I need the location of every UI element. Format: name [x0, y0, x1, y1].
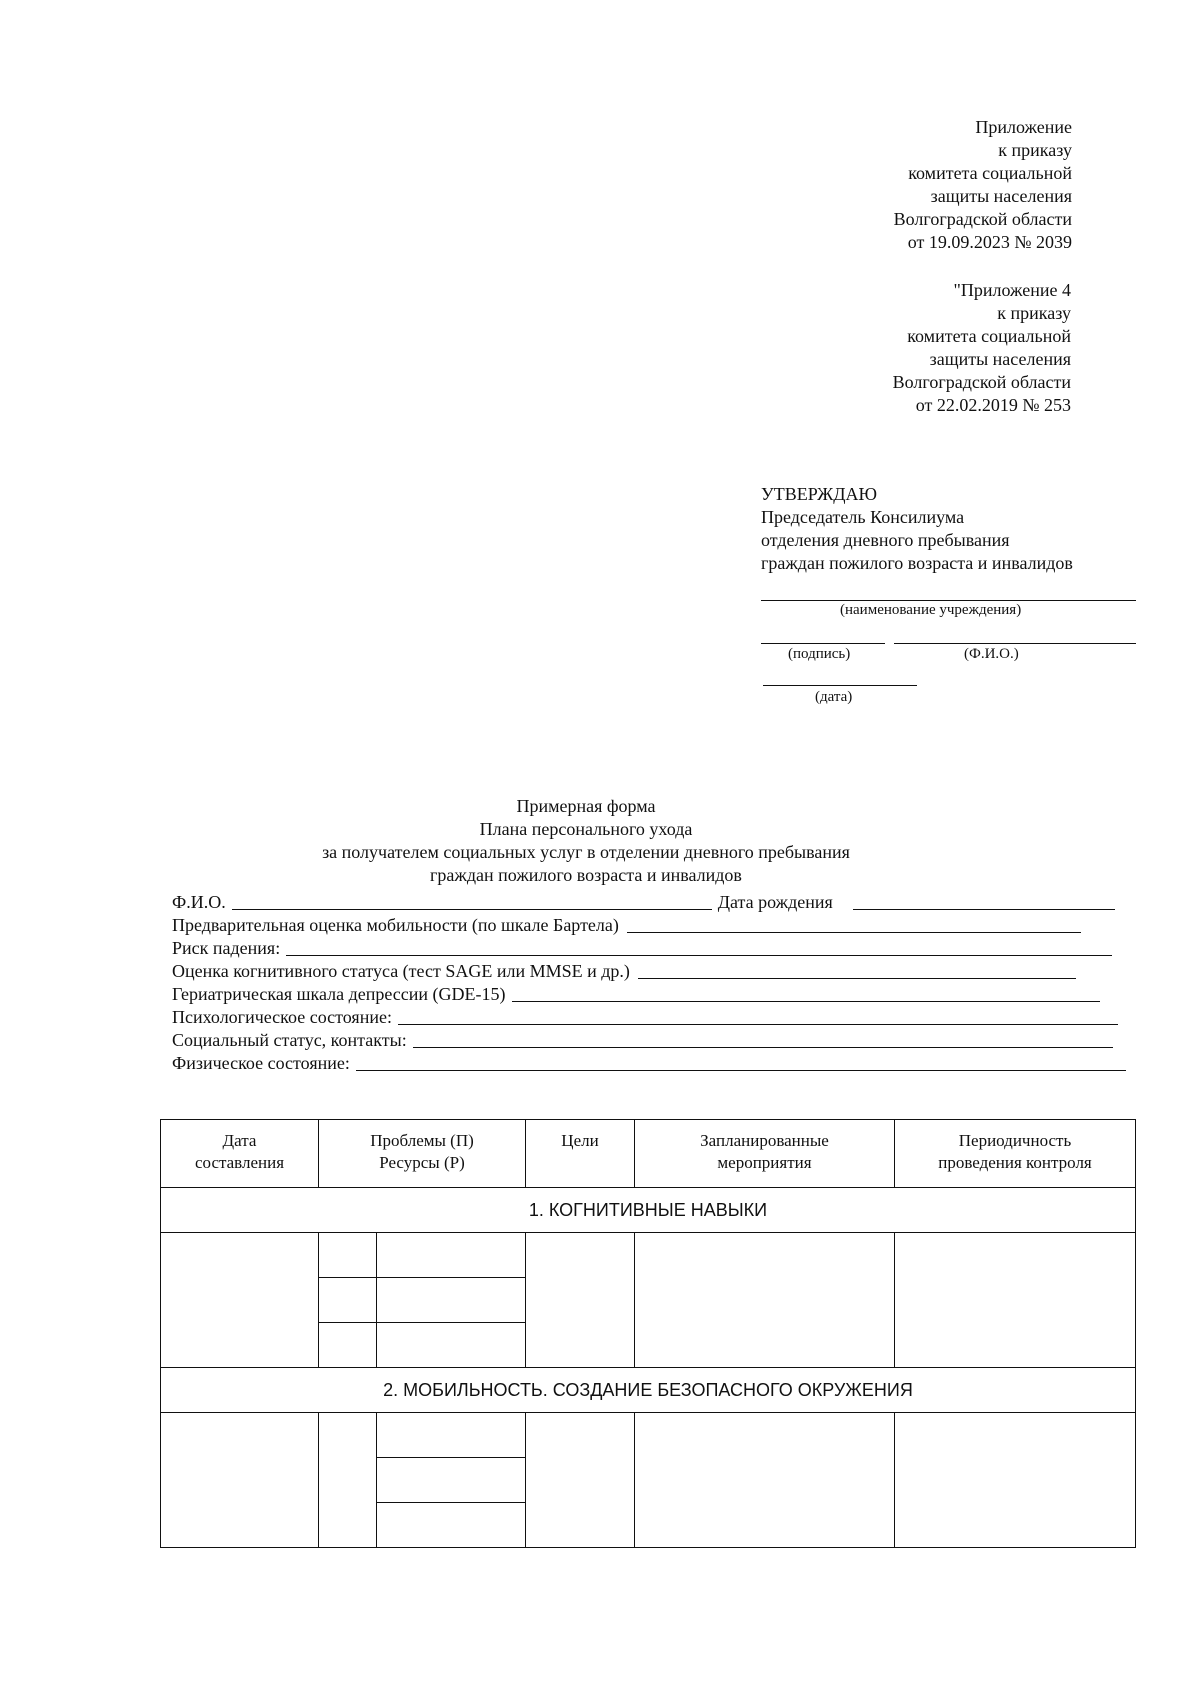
goals-cell[interactable]	[526, 1233, 635, 1368]
approval-line: граждан пожилого возраста и инвалидов	[761, 553, 1073, 573]
physical-line[interactable]	[356, 1070, 1126, 1071]
activities-cell[interactable]	[635, 1233, 895, 1368]
table-row	[161, 1413, 1136, 1548]
header-control: Периодичность проведения контроля	[895, 1120, 1136, 1188]
cognitive-label: Оценка когнитивного статуса (тест SAGE или MMSE и др.)	[172, 961, 630, 981]
appendix-line: комитета социальной	[907, 326, 1071, 346]
goals-cell[interactable]	[526, 1413, 635, 1548]
signature-caption: (подпись)	[788, 646, 851, 662]
date-cell[interactable]	[161, 1233, 319, 1368]
date-cell[interactable]	[161, 1413, 319, 1548]
fio-field[interactable]	[172, 890, 1115, 913]
approval-line: Председатель Консилиума	[761, 507, 965, 527]
depression-label: Гериатрическая шкала депрессии (GDE-15)	[172, 984, 506, 1004]
activities-cell[interactable]	[635, 1413, 895, 1548]
pr-marker-cell	[319, 1233, 377, 1368]
appendix-line: Волгоградской области	[893, 209, 1072, 229]
mobility-field[interactable]	[172, 913, 1081, 936]
appendix-line: к приказу	[998, 140, 1072, 160]
appendix-line: комитета социальной	[908, 163, 1072, 183]
depression-line[interactable]	[512, 1001, 1100, 1002]
appendix-line: "Приложение 4	[953, 280, 1071, 300]
physical-field[interactable]	[172, 1051, 1126, 1074]
institution-caption: (наименование учреждения)	[840, 602, 1022, 618]
date-line	[763, 685, 917, 686]
problem-cell	[377, 1413, 526, 1548]
problem-sub[interactable]	[377, 1323, 525, 1367]
date-caption: (дата)	[815, 689, 853, 705]
table-header-row	[161, 1120, 1136, 1188]
section-cognitive-title: 1. КОГНИТИВНЫЕ НАВЫКИ	[161, 1188, 1136, 1233]
control-cell[interactable]	[895, 1413, 1136, 1548]
appendix-line: Волгоградской области	[892, 372, 1071, 392]
appendix-line: защиты населения	[930, 186, 1072, 206]
approval-block	[761, 483, 1073, 575]
name-line	[894, 643, 1136, 644]
problem-sub[interactable]	[377, 1458, 525, 1503]
approval-heading: УТВЕРЖДАЮ	[761, 484, 878, 504]
problem-sub[interactable]	[377, 1278, 525, 1323]
section-mobility-title: 2. МОБИЛЬНОСТЬ. СОЗДАНИЕ БЕЗОПАСНОГО ОКРУЖЕНИЯ	[161, 1368, 1136, 1413]
cognitive-field[interactable]	[172, 959, 1076, 982]
problem-cell	[377, 1233, 526, 1368]
header-problems: Проблемы (П) Ресурсы (Р)	[319, 1120, 526, 1188]
problem-sub[interactable]	[377, 1233, 525, 1278]
header-activities: Запланированные мероприятия	[635, 1120, 895, 1188]
physical-label: Физическое состояние:	[172, 1053, 350, 1073]
name-caption: (Ф.И.О.)	[964, 646, 1019, 662]
appendix-line: Приложение	[975, 117, 1072, 137]
depression-field[interactable]	[172, 982, 1100, 1005]
signature-line	[761, 643, 885, 644]
care-plan-table	[160, 1119, 1136, 1548]
appendix-date-number: от 19.09.2023 № 2039	[907, 232, 1072, 252]
problem-sub[interactable]	[377, 1503, 525, 1547]
institution-line	[761, 600, 1136, 601]
control-cell[interactable]	[895, 1233, 1136, 1368]
fall-risk-label: Риск падения:	[172, 938, 281, 958]
header-date: Дата составления	[161, 1120, 319, 1188]
section-row	[161, 1188, 1136, 1233]
appendix-previous	[893, 279, 1071, 417]
appendix-line: к приказу	[997, 303, 1071, 323]
approval-line: отделения дневного пребывания	[761, 530, 1010, 550]
pr-marker-sub[interactable]	[319, 1323, 376, 1367]
title-line: граждан пожилого возраста и инвалидов	[430, 865, 742, 885]
appendix-current	[894, 116, 1072, 254]
section-row	[161, 1368, 1136, 1413]
psych-field[interactable]	[172, 1005, 1118, 1028]
appendix-line: защиты населения	[929, 349, 1071, 369]
cognitive-line[interactable]	[638, 978, 1076, 979]
psych-label: Психологическое состояние:	[172, 1007, 392, 1027]
birth-date-line[interactable]	[853, 909, 1115, 910]
fall-risk-line[interactable]	[286, 955, 1112, 956]
mobility-line[interactable]	[627, 932, 1081, 933]
birth-date-label: Дата рождения	[717, 892, 833, 912]
social-label: Социальный статус, контакты:	[172, 1030, 407, 1050]
title-line: за получателем социальных услуг в отделении дневного пребывания	[322, 842, 850, 862]
title-line: Плана персонального ухода	[479, 819, 693, 839]
fio-label: Ф.И.О.	[172, 892, 226, 912]
pr-marker-sub[interactable]	[319, 1233, 376, 1278]
pr-marker-sub[interactable]	[319, 1278, 376, 1323]
title-line: Примерная форма	[516, 796, 656, 816]
form-title	[0, 795, 1200, 887]
psych-line[interactable]	[398, 1024, 1118, 1025]
appendix-date-number: от 22.02.2019 № 253	[915, 395, 1071, 415]
fio-line[interactable]	[232, 909, 712, 910]
header-goals: Цели	[526, 1120, 635, 1188]
mobility-label: Предварительная оценка мобильности (по шкале Бартела)	[172, 915, 619, 935]
social-line[interactable]	[413, 1047, 1113, 1048]
social-field[interactable]	[172, 1028, 1113, 1051]
table-row	[161, 1233, 1136, 1368]
problem-sub[interactable]	[377, 1413, 525, 1458]
pr-marker-cell[interactable]	[319, 1413, 377, 1548]
fall-risk-field[interactable]	[172, 936, 1112, 959]
